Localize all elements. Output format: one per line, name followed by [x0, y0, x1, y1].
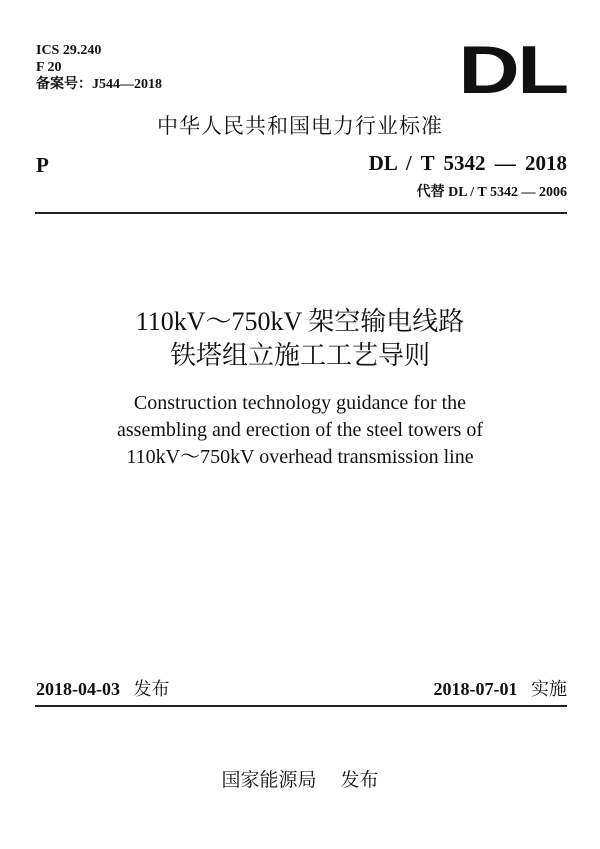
title-chinese [0, 305, 600, 373]
effective-date: 2018-07-01 实施 [433, 679, 567, 700]
record-number: 备案号：J544—2018 [36, 77, 162, 92]
top-divider [35, 212, 567, 214]
issue-date: 2018-04-03 发布 [36, 679, 170, 700]
category-letter: P [36, 153, 49, 177]
replaces-code: 代替 DL / T 5342 — 2006 [416, 185, 567, 200]
title-english [0, 390, 600, 471]
publisher: 国家能源局 发布 [221, 769, 379, 791]
ics-code: ICS 29.240 [36, 43, 102, 58]
title-line: assembling and erection of the steel towers of [117, 419, 483, 441]
dl-logo: DL [458, 32, 567, 108]
title-line: 铁塔组立施工工艺导则 [169, 341, 430, 370]
title-line: 110kV～750kV 架空输电线路 [135, 307, 465, 336]
ccs-code: F 20 [36, 60, 62, 75]
title-line: Construction technology guidance for the [133, 392, 467, 414]
standard-metadata [36, 42, 162, 93]
standard-code: DL / T 5342 — 2018 [368, 151, 567, 175]
standard-organization: 中华人民共和国电力行业标准 [157, 114, 443, 138]
title-line: 110kV～750kV overhead transmission line [126, 446, 474, 468]
bottom-divider [35, 705, 567, 707]
